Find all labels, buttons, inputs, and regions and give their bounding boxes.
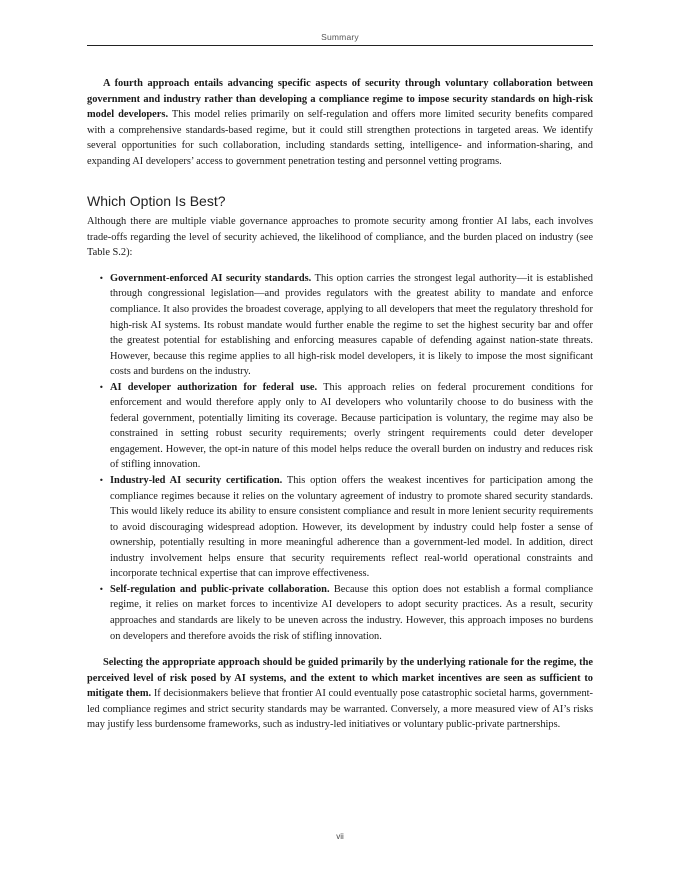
section-intro-paragraph: Although there are multiple viable governance approaches to promote security among frontier AI labs, each involves trade-offs regarding the level of security achieved, the likelihood of compliance, and the burden placed on industry (see Table S.2): xyxy=(87,216,593,259)
option-text: This option carries the strongest legal authority—it is established through congressional legislation—and provides regulators with the greatest ability to mandate and enforce compliance. It also provides the broadest coverage, applying to all developers that meet the regulatory threshold for high-risk AI systems. Its robust mandate would further enable the regime to set the highest security bar and offer the greatest potential for establishing and enforcing measures capable of defending against nation-state threats. However, because this regime applies to all high-risk model developers, it is likely to impose the most significant costs and burdens on the industry. xyxy=(110,272,593,378)
intro-text: This model relies primarily on self-regulation and offers more limited security benefits compared with a comprehensive standards-based regime, but it could still strengthen protections in targeted areas. We identify several opportunities for such collaboration, including standards setting, intelligence- and information-sharing, and expanding AI developers’ access to government penetration testing and personnel vetting programs. xyxy=(87,109,593,167)
closing-paragraph xyxy=(87,655,593,733)
list-item xyxy=(87,473,593,582)
option-text: Because this option does not establish a formal compliance regime, it relies on market forces to incentivize AI developers to adopt security practices. As a result, security approaches and standards are likely to be uneven across the industry. However, this approach imposes no burdens on developers and therefore avoids the risk of stifling innovation. xyxy=(110,583,593,642)
closing-lead: Selecting the appropriate approach should be guided primarily by the underlying rationale for the regime, the perceived level of risk posed by AI systems, and the extent to which market incentives are seen as sufficient to mitigate them. xyxy=(87,657,593,700)
section-heading: Which Option Is Best? xyxy=(87,193,226,210)
list-item xyxy=(87,380,593,473)
option-text: This approach relies on federal procurement conditions for enforcement and would therefore apply only to AI developers who voluntarily choose to do business with the federal government, potentially limiting its coverage. Because participation is voluntary, the regime may also be constrained in setting robust security requirements; overly stringent requirements could deter developer engagement. However, the opt-in nature of this model helps reduce the overall burden on industry and reduces risk of stifling innovation. xyxy=(110,381,593,471)
closing-text: If decisionmakers believe that frontier AI could eventually pose catastrophic societal harms, government-led compliance regimes and strict security standards may be warranted. Conversely, a more measured view of AI’s risks may justify less burdensome frameworks, such as industry-led initiatives or voluntary public-private partnerships. xyxy=(87,688,593,731)
option-title: Self-regulation and public-private collaboration. xyxy=(110,583,330,595)
bullet-icon: • xyxy=(99,382,104,392)
option-text: This option offers the weakest incentives for participation among the compliance regimes because it relies on the voluntary agreement of industry to promote shared security standards. This would likely reduce its ability to ensure consistent compliance and result in more lenient security requirements to avoid discouraging widespread adoption. However, its development by industry could help foster a sense of ownership, potentially resulting in more meaningful adherence than a government-led model. In addition, direct industry involvement helps ensure that security requirements reflect real-world operational constraints and incorporate technical expertise that can improve effectiveness. xyxy=(110,475,593,580)
intro-lead: A fourth approach entails advancing specific aspects of security through voluntary collaboration between government and industry rather than developing a compliance regime to impose security standards on high-risk model developers. xyxy=(87,78,593,121)
header-rule xyxy=(87,45,593,46)
bullet-icon: • xyxy=(99,273,104,283)
list-item xyxy=(87,582,593,644)
bullet-icon: • xyxy=(99,584,104,594)
option-title: Government-enforced AI security standards. xyxy=(110,272,312,284)
list-item xyxy=(87,271,593,380)
intro-paragraph xyxy=(87,76,593,169)
option-title: AI developer authorization for federal use. xyxy=(110,381,318,393)
page-number: vii xyxy=(336,832,344,841)
option-title: Industry-led AI security certification. xyxy=(110,475,283,487)
page-body xyxy=(87,76,593,733)
running-head: Summary xyxy=(321,32,359,42)
bullet-icon: • xyxy=(99,476,104,486)
options-list xyxy=(87,271,593,644)
